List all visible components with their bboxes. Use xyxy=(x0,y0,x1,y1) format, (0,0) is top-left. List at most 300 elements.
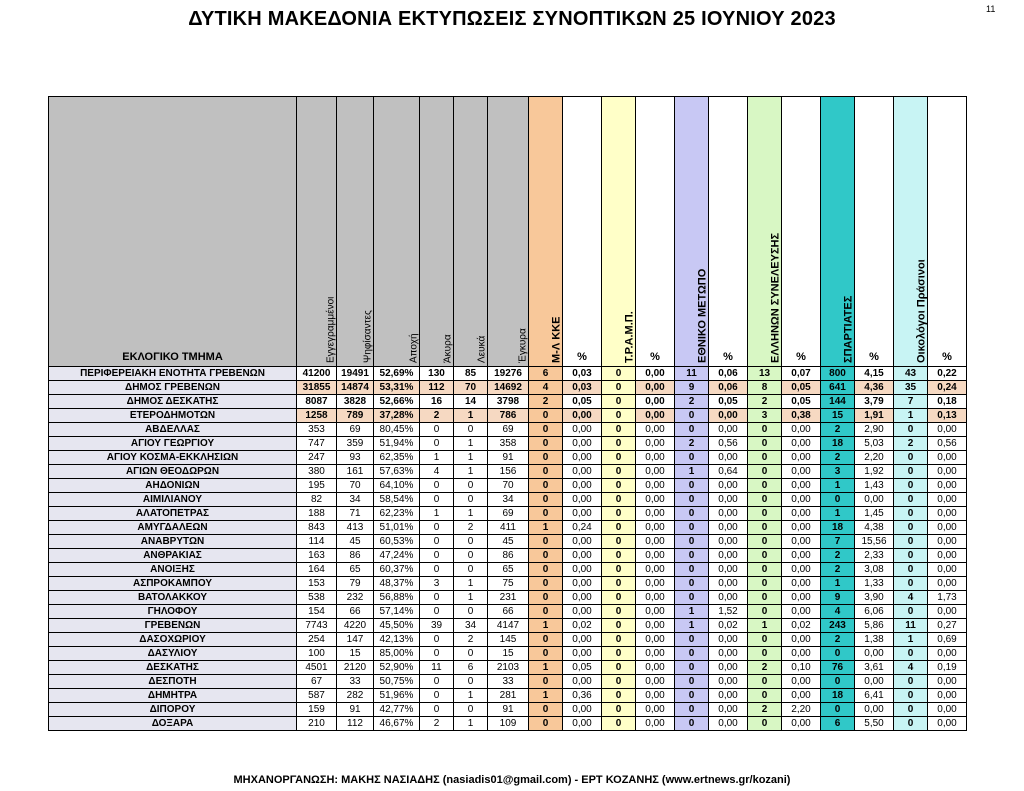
party-percent-cell: 1,91 xyxy=(855,409,894,423)
party-votes-cell: 0 xyxy=(529,563,563,577)
party-percent-cell: 0,00 xyxy=(782,689,821,703)
party-votes-cell: 0 xyxy=(602,675,636,689)
party-votes-cell: 0 xyxy=(675,479,709,493)
party-votes-cell: 0 xyxy=(529,423,563,437)
area-name-cell: ΕΤΕΡΟΔΗΜΟΤΩΝ xyxy=(49,409,297,423)
metric-cell: 1258 xyxy=(297,409,337,423)
party-percent-cell: 0,00 xyxy=(636,591,675,605)
party-percent-cell: 2,90 xyxy=(855,423,894,437)
party-votes-cell: 0 xyxy=(748,717,782,731)
party-votes-cell: 6 xyxy=(529,367,563,381)
party-percent-cell: 0,00 xyxy=(636,437,675,451)
table-row xyxy=(49,563,967,577)
party-percent-cell: 1,43 xyxy=(855,479,894,493)
party-percent-cell: 0,05 xyxy=(563,661,602,675)
metric-cell: 86 xyxy=(337,549,374,563)
metric-cell: 0 xyxy=(420,563,454,577)
party-percent-cell: 0,00 xyxy=(782,563,821,577)
party-percent-cell: 4,36 xyxy=(855,381,894,395)
metric-cell: 15 xyxy=(488,647,529,661)
summary-row xyxy=(49,409,967,423)
party-percent-cell: 0,00 xyxy=(709,661,748,675)
metric-cell: 163 xyxy=(297,549,337,563)
party-percent-cell: 0,00 xyxy=(782,465,821,479)
metric-cell: 282 xyxy=(337,689,374,703)
party-percent-cell: 0,00 xyxy=(636,493,675,507)
metric-cell: 14692 xyxy=(488,381,529,395)
metric-cell: 19276 xyxy=(488,367,529,381)
party-votes-cell: 0 xyxy=(748,437,782,451)
metric-cell: 34 xyxy=(488,493,529,507)
metric-cell: 411 xyxy=(488,521,529,535)
party-votes-cell: 0 xyxy=(748,493,782,507)
party-percent-cell: 0,13 xyxy=(928,409,967,423)
party-percent-cell: 0,56 xyxy=(709,437,748,451)
metric-cell: 56,88% xyxy=(374,591,420,605)
header-row xyxy=(49,97,967,367)
party-votes-cell: 0 xyxy=(748,423,782,437)
metric-cell: 1 xyxy=(454,577,488,591)
party-percent-cell: 0,00 xyxy=(563,451,602,465)
metric-cell: 538 xyxy=(297,591,337,605)
party-votes-cell: 0 xyxy=(602,521,636,535)
metric-cell: 159 xyxy=(297,703,337,717)
party-percent-cell: 0,38 xyxy=(782,409,821,423)
metric-cell: 0 xyxy=(454,535,488,549)
party-percent-cell: 0,00 xyxy=(928,577,967,591)
party-percent-cell: 0,02 xyxy=(563,619,602,633)
party-votes-cell: 1 xyxy=(529,521,563,535)
party-percent-cell: 0,05 xyxy=(782,395,821,409)
blank-header: Λευκά xyxy=(454,97,488,367)
metric-cell: 71 xyxy=(337,507,374,521)
metric-cell: 0 xyxy=(454,563,488,577)
party-votes-cell: 1 xyxy=(675,619,709,633)
metric-cell: 4501 xyxy=(297,661,337,675)
party-votes-cell: 0 xyxy=(602,689,636,703)
party-percent-cell: 5,50 xyxy=(855,717,894,731)
metric-cell: 85 xyxy=(454,367,488,381)
party-votes-cell: 0 xyxy=(748,577,782,591)
metric-cell: 1 xyxy=(454,717,488,731)
party-percent-cell: 0,00 xyxy=(782,675,821,689)
party-votes-cell: 0 xyxy=(748,549,782,563)
metric-cell: 0 xyxy=(420,437,454,451)
party-votes-cell: 0 xyxy=(602,647,636,661)
metric-cell: 254 xyxy=(297,633,337,647)
metric-cell: 2103 xyxy=(488,661,529,675)
party-percent-cell: 0,56 xyxy=(928,437,967,451)
party-header-ellinon-syneleusis: ΕΛΛΗΝΩΝ ΣΥΝΕΛΕΥΣΗΣ xyxy=(748,97,782,367)
metric-cell: 69 xyxy=(488,423,529,437)
metric-cell: 45 xyxy=(488,535,529,549)
party-percent-cell: 0,00 xyxy=(709,633,748,647)
metric-cell: 47,24% xyxy=(374,549,420,563)
party-percent-cell: 0,00 xyxy=(782,535,821,549)
metric-cell: 1 xyxy=(454,409,488,423)
metric-cell: 0 xyxy=(420,647,454,661)
metric-cell: 2 xyxy=(454,633,488,647)
party-percent-cell: 0,00 xyxy=(563,465,602,479)
party-percent-cell: 4,38 xyxy=(855,521,894,535)
metric-cell: 0 xyxy=(420,633,454,647)
metric-cell: 41200 xyxy=(297,367,337,381)
party-votes-cell: 0 xyxy=(894,451,928,465)
party-percent-cell: 1,92 xyxy=(855,465,894,479)
area-name-cell: ΑΝΟΙΞΗΣ xyxy=(49,563,297,577)
area-name-cell: ΑΣΠΡΟΚΑΜΠΟΥ xyxy=(49,577,297,591)
page-title: ΔΥΤΙΚΗ ΜΑΚΕΔΟΝΙΑ ΕΚΤΥΠΩΣΕΙΣ ΣΥΝΟΠΤΙΚΩΝ 25 ΙΟΥΝΙΟΥ 2023 xyxy=(188,8,836,30)
party-percent-cell: 0,00 xyxy=(636,521,675,535)
metric-cell: 161 xyxy=(337,465,374,479)
table-row xyxy=(49,465,967,479)
party-votes-cell: 1 xyxy=(821,507,855,521)
metric-cell: 8087 xyxy=(297,395,337,409)
party-percent-cell: 0,00 xyxy=(636,689,675,703)
party-votes-cell: 43 xyxy=(894,367,928,381)
party-percent-cell: 6,41 xyxy=(855,689,894,703)
party-percent-cell: 0,00 xyxy=(855,493,894,507)
party-votes-cell: 0 xyxy=(529,409,563,423)
area-name-cell: ΑΝΘΡΑΚΙΑΣ xyxy=(49,549,297,563)
area-name-cell: ΑΛΑΤΟΠΕΤΡΑΣ xyxy=(49,507,297,521)
metric-cell: 0 xyxy=(420,605,454,619)
table-row xyxy=(49,605,967,619)
metric-cell: 3828 xyxy=(337,395,374,409)
metric-cell: 16 xyxy=(420,395,454,409)
party-votes-cell: 0 xyxy=(602,507,636,521)
metric-cell: 0 xyxy=(454,479,488,493)
party-percent-cell: 0,00 xyxy=(709,717,748,731)
party-votes-cell: 2 xyxy=(748,703,782,717)
area-name-cell: ΑΓΙΟΥ ΓΕΩΡΓΙΟΥ xyxy=(49,437,297,451)
party-votes-cell: 1 xyxy=(821,577,855,591)
party-votes-cell: 0 xyxy=(748,535,782,549)
party-percent-cell: 0,02 xyxy=(782,619,821,633)
metric-cell: 0 xyxy=(420,549,454,563)
metric-cell: 53,31% xyxy=(374,381,420,395)
party-votes-cell: 0 xyxy=(529,633,563,647)
metric-cell: 281 xyxy=(488,689,529,703)
party-percent-cell: 0,00 xyxy=(709,675,748,689)
page-footer: ΜΗΧΑΝΟΡΓΑΝΩΣΗ: ΜΑΚΗΣ ΝΑΣΙΑΔΗΣ (nasiadis01@gmail.com) - ΕΡΤ ΚΟΖΑΝΗΣ (www.ertnews.gr/kozani) xyxy=(233,774,791,786)
invalid-header: Άκυρα xyxy=(420,97,454,367)
metric-cell: 145 xyxy=(488,633,529,647)
valid-header: Έγκυρα xyxy=(488,97,529,367)
party-votes-cell: 0 xyxy=(675,563,709,577)
party-votes-cell: 0 xyxy=(675,521,709,535)
party-votes-cell: 3 xyxy=(748,409,782,423)
metric-cell: 11 xyxy=(420,661,454,675)
metric-cell: 70 xyxy=(454,381,488,395)
party-percent-cell: 0,00 xyxy=(563,493,602,507)
party-percent-cell: 0,00 xyxy=(563,675,602,689)
party-votes-cell: 0 xyxy=(602,717,636,731)
party-votes-cell: 0 xyxy=(894,647,928,661)
metric-cell: 112 xyxy=(337,717,374,731)
party-percent-cell: 0,00 xyxy=(636,381,675,395)
metric-cell: 164 xyxy=(297,563,337,577)
party-percent-cell: 1,38 xyxy=(855,633,894,647)
metric-cell: 210 xyxy=(297,717,337,731)
party-percent-cell: 0,64 xyxy=(709,465,748,479)
party-percent-cell: 0,22 xyxy=(928,367,967,381)
metric-cell: 64,10% xyxy=(374,479,420,493)
party-percent-cell: 5,03 xyxy=(855,437,894,451)
metric-cell: 42,13% xyxy=(374,633,420,647)
metric-cell: 42,77% xyxy=(374,703,420,717)
metric-cell: 60,37% xyxy=(374,563,420,577)
party-percent-cell: 0,00 xyxy=(709,493,748,507)
party-votes-cell: 0 xyxy=(529,437,563,451)
metric-cell: 6 xyxy=(454,661,488,675)
party-percent-cell: 0,00 xyxy=(782,521,821,535)
party-percent-cell: 0,00 xyxy=(636,619,675,633)
party-votes-cell: 2 xyxy=(748,661,782,675)
party-votes-cell: 15 xyxy=(821,409,855,423)
metric-cell: 0 xyxy=(420,675,454,689)
party-votes-cell: 0 xyxy=(529,451,563,465)
party-percent-cell: 0,00 xyxy=(563,633,602,647)
metric-cell: 91 xyxy=(488,451,529,465)
metric-cell: 31855 xyxy=(297,381,337,395)
party-percent-cell: 0,00 xyxy=(782,549,821,563)
party-votes-cell: 0 xyxy=(602,619,636,633)
party-votes-cell: 11 xyxy=(894,619,928,633)
party-votes-cell: 0 xyxy=(894,549,928,563)
party-votes-cell: 0 xyxy=(894,521,928,535)
party-votes-cell: 0 xyxy=(602,493,636,507)
party-percent-cell: 0,00 xyxy=(709,549,748,563)
metric-cell: 109 xyxy=(488,717,529,731)
party-votes-cell: 76 xyxy=(821,661,855,675)
area-name-cell: ΓΗΛΟΦΟΥ xyxy=(49,605,297,619)
party-percent-cell: 0,00 xyxy=(563,409,602,423)
party-votes-cell: 0 xyxy=(894,689,928,703)
party-votes-cell: 0 xyxy=(602,661,636,675)
metric-cell: 45 xyxy=(337,535,374,549)
party-percent-cell: 0,00 xyxy=(782,633,821,647)
table-row xyxy=(49,507,967,521)
party-votes-cell: 0 xyxy=(894,577,928,591)
party-percent-cell: 1,73 xyxy=(928,591,967,605)
metric-cell: 39 xyxy=(420,619,454,633)
summary-row xyxy=(49,395,967,409)
party-percent-cell: 0,07 xyxy=(782,367,821,381)
table-row xyxy=(49,591,967,605)
area-name-cell: ΔΟΞΑΡΑ xyxy=(49,717,297,731)
party-percent-cell: 0,00 xyxy=(782,605,821,619)
party-votes-cell: 0 xyxy=(529,507,563,521)
party-votes-cell: 18 xyxy=(821,521,855,535)
party-percent-cell: 0,00 xyxy=(709,409,748,423)
table-row xyxy=(49,535,967,549)
party-votes-cell: 0 xyxy=(894,507,928,521)
metric-cell: 0 xyxy=(454,675,488,689)
metric-cell: 7743 xyxy=(297,619,337,633)
table-row xyxy=(49,717,967,731)
metric-cell: 69 xyxy=(488,507,529,521)
party-votes-cell: 0 xyxy=(748,675,782,689)
party-percent-cell: 3,90 xyxy=(855,591,894,605)
metric-cell: 353 xyxy=(297,423,337,437)
party-votes-cell: 11 xyxy=(675,367,709,381)
party-percent-cell: 0,00 xyxy=(782,507,821,521)
party-percent-cell: 0,00 xyxy=(709,479,748,493)
party-votes-cell: 1 xyxy=(529,661,563,675)
party-header-ml-kke: Μ-Λ ΚΚΕ xyxy=(529,97,563,367)
party-votes-cell: 1 xyxy=(894,409,928,423)
area-name-cell: ΑΗΔΟΝΙΩΝ xyxy=(49,479,297,493)
metric-cell: 0 xyxy=(420,689,454,703)
party-percent-cell: 0,00 xyxy=(928,451,967,465)
metric-cell: 147 xyxy=(337,633,374,647)
party-votes-cell: 0 xyxy=(602,535,636,549)
party-percent-cell: 0,05 xyxy=(782,381,821,395)
party-percent-cell: 2,20 xyxy=(855,451,894,465)
metric-cell: 33 xyxy=(488,675,529,689)
party-percent-cell: 2,20 xyxy=(782,703,821,717)
area-name-cell: ΓΡΕΒΕΝΩΝ xyxy=(49,619,297,633)
area-name-cell: ΔΑΣΟΧΩΡΙΟΥ xyxy=(49,633,297,647)
party-percent-cell: 0,00 xyxy=(928,423,967,437)
area-name-cell: ΔΗΜΟΣ ΔΕΣΚΑΤΗΣ xyxy=(49,395,297,409)
metric-cell: 86 xyxy=(488,549,529,563)
party-percent-cell: 0,00 xyxy=(928,507,967,521)
party-votes-cell: 641 xyxy=(821,381,855,395)
party-percent-cell: 0,02 xyxy=(709,619,748,633)
party-votes-cell: 0 xyxy=(602,479,636,493)
party-percent-cell: 0,00 xyxy=(928,689,967,703)
metric-cell: 70 xyxy=(337,479,374,493)
metric-cell: 0 xyxy=(420,479,454,493)
party-votes-cell: 2 xyxy=(529,395,563,409)
party-percent-cell: 2,33 xyxy=(855,549,894,563)
metric-cell: 1 xyxy=(454,507,488,521)
metric-cell: 58,54% xyxy=(374,493,420,507)
party-percent-cell: 0,00 xyxy=(782,591,821,605)
party-percent-cell: 0,00 xyxy=(563,437,602,451)
metric-cell: 37,28% xyxy=(374,409,420,423)
party-percent-cell: 6,06 xyxy=(855,605,894,619)
party-percent-cell: 0,00 xyxy=(709,451,748,465)
party-percent-cell: 0,00 xyxy=(782,451,821,465)
party-percent-cell: 0,00 xyxy=(709,577,748,591)
party-votes-cell: 0 xyxy=(894,479,928,493)
percent-header: % xyxy=(855,97,894,367)
party-percent-cell: 0,00 xyxy=(563,423,602,437)
party-votes-cell: 0 xyxy=(529,675,563,689)
party-percent-cell: 0,24 xyxy=(563,521,602,535)
party-percent-cell: 0,00 xyxy=(563,535,602,549)
results-body xyxy=(49,367,967,731)
metric-cell: 786 xyxy=(488,409,529,423)
metric-cell: 1 xyxy=(454,591,488,605)
party-votes-cell: 0 xyxy=(894,605,928,619)
party-percent-cell: 3,79 xyxy=(855,395,894,409)
party-percent-cell: 0,00 xyxy=(782,437,821,451)
metric-cell: 1 xyxy=(420,451,454,465)
area-name-cell: ΑΓΙΟΥ ΚΟΣΜΑ-ΕΚΚΛΗΣΙΩΝ xyxy=(49,451,297,465)
area-header: ΕΚΛΟΓΙΚΟ ΤΜΗΜΑ xyxy=(49,97,297,367)
party-votes-cell: 0 xyxy=(529,535,563,549)
abstention-header: Αποχή xyxy=(374,97,420,367)
party-percent-cell: 0,00 xyxy=(709,563,748,577)
metric-cell: 747 xyxy=(297,437,337,451)
party-percent-cell: 0,00 xyxy=(636,717,675,731)
party-percent-cell: 0,00 xyxy=(636,661,675,675)
summary-row xyxy=(49,381,967,395)
party-votes-cell: 0 xyxy=(675,717,709,731)
party-votes-cell: 9 xyxy=(675,381,709,395)
party-votes-cell: 2 xyxy=(894,437,928,451)
metric-cell: 1 xyxy=(454,689,488,703)
area-name-cell: ΔΕΣΠΟΤΗ xyxy=(49,675,297,689)
metric-cell: 3798 xyxy=(488,395,529,409)
area-name-cell: ΠΕΡΙΦΕΡΕΙΑΚΗ ΕΝΟΤΗΤΑ ΓΡΕΒΕΝΩΝ xyxy=(49,367,297,381)
metric-cell: 1 xyxy=(420,507,454,521)
metric-cell: 34 xyxy=(337,493,374,507)
party-percent-cell: 0,00 xyxy=(563,605,602,619)
party-percent-cell: 0,00 xyxy=(709,423,748,437)
table-row xyxy=(49,479,967,493)
metric-cell: 0 xyxy=(454,647,488,661)
party-votes-cell: 0 xyxy=(748,563,782,577)
metric-cell: 3 xyxy=(420,577,454,591)
party-votes-cell: 4 xyxy=(894,661,928,675)
party-percent-cell: 0,00 xyxy=(636,647,675,661)
metric-cell: 45,50% xyxy=(374,619,420,633)
party-votes-cell: 0 xyxy=(602,591,636,605)
party-percent-cell: 0,00 xyxy=(636,563,675,577)
party-percent-cell: 0,00 xyxy=(563,703,602,717)
party-votes-cell: 0 xyxy=(529,591,563,605)
party-percent-cell: 0,00 xyxy=(563,647,602,661)
metric-cell: 62,35% xyxy=(374,451,420,465)
metric-cell: 4220 xyxy=(337,619,374,633)
metric-cell: 14874 xyxy=(337,381,374,395)
party-percent-cell: 0,00 xyxy=(636,451,675,465)
metric-cell: 587 xyxy=(297,689,337,703)
metric-cell: 195 xyxy=(297,479,337,493)
party-percent-cell: 0,00 xyxy=(636,479,675,493)
party-votes-cell: 0 xyxy=(529,465,563,479)
table-row xyxy=(49,619,967,633)
metric-cell: 82 xyxy=(297,493,337,507)
metric-cell: 91 xyxy=(337,703,374,717)
party-percent-cell: 0,00 xyxy=(563,563,602,577)
party-percent-cell: 0,00 xyxy=(782,717,821,731)
metric-cell: 60,53% xyxy=(374,535,420,549)
party-votes-cell: 1 xyxy=(675,465,709,479)
party-votes-cell: 0 xyxy=(529,605,563,619)
party-votes-cell: 2 xyxy=(675,437,709,451)
party-votes-cell: 0 xyxy=(529,479,563,493)
area-name-cell: ΒΑΤΟΛΑΚΚΟΥ xyxy=(49,591,297,605)
party-percent-cell: 0,00 xyxy=(636,605,675,619)
metric-cell: 93 xyxy=(337,451,374,465)
table-row xyxy=(49,703,967,717)
table-row xyxy=(49,661,967,675)
party-votes-cell: 0 xyxy=(675,423,709,437)
metric-cell: 2 xyxy=(420,717,454,731)
metric-cell: 1 xyxy=(454,437,488,451)
area-name-cell: ΑΙΜΙΛΙΑΝΟΥ xyxy=(49,493,297,507)
metric-cell: 188 xyxy=(297,507,337,521)
metric-cell: 153 xyxy=(297,577,337,591)
metric-cell: 51,96% xyxy=(374,689,420,703)
percent-header: % xyxy=(636,97,675,367)
